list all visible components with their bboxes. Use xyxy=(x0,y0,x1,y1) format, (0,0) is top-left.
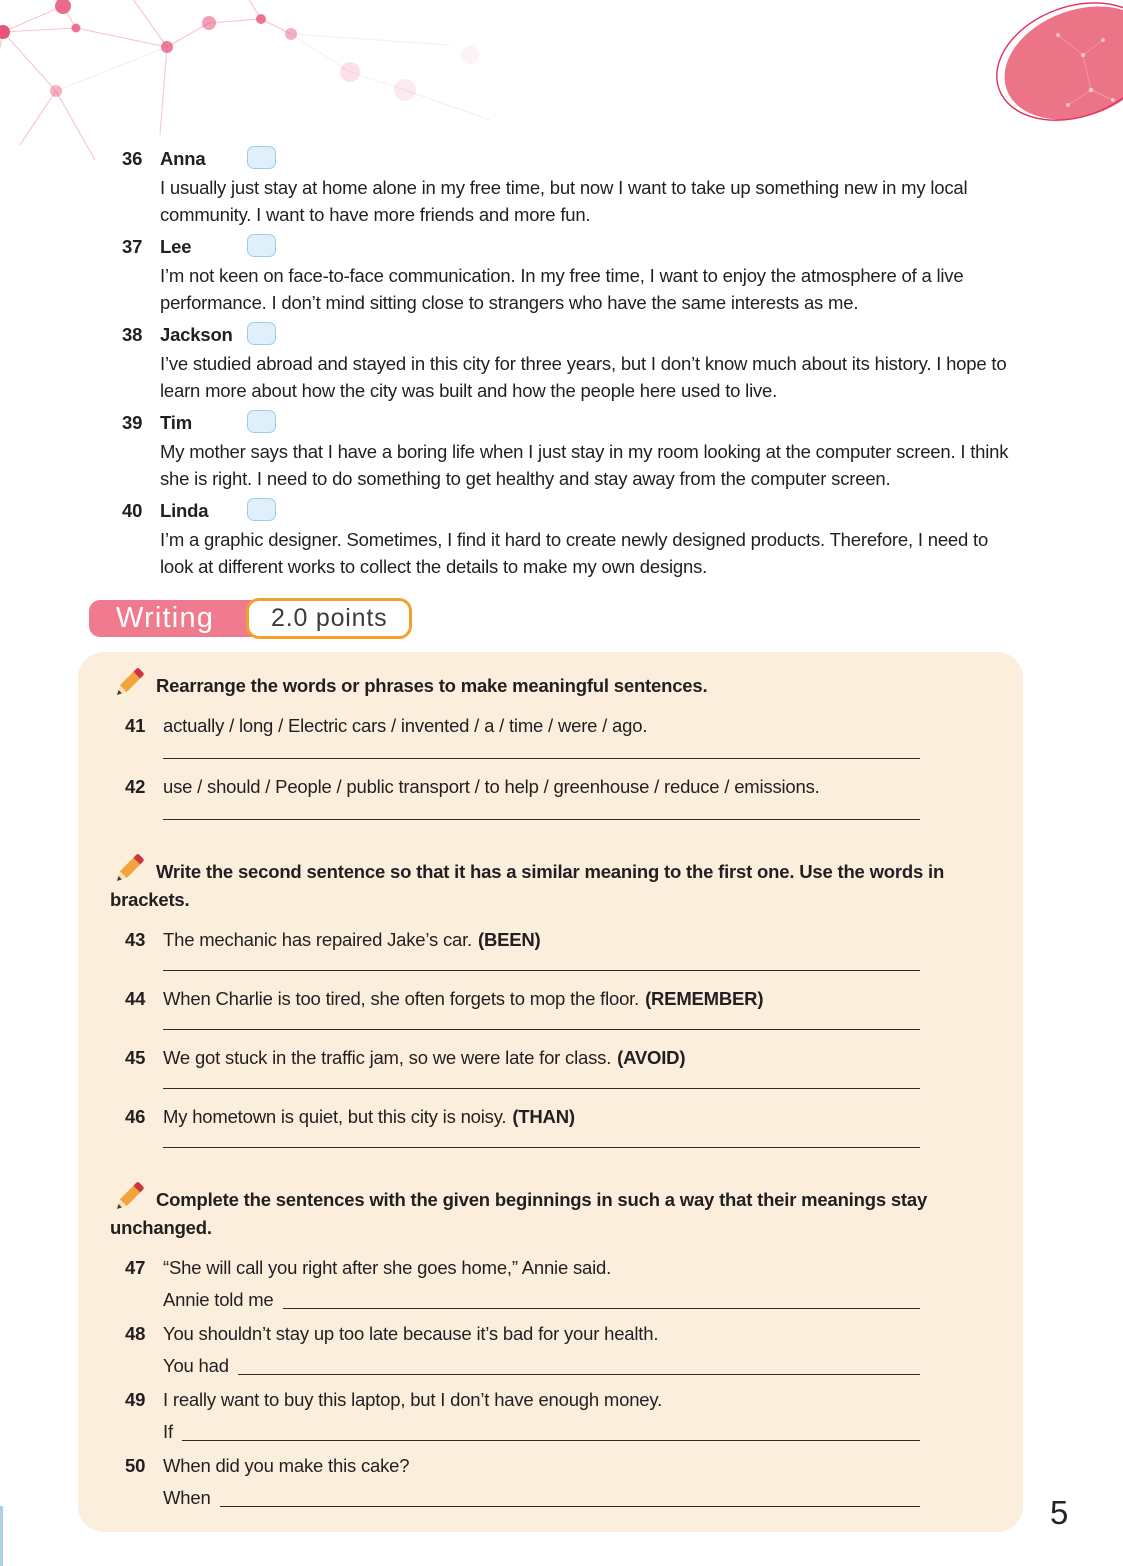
sentence-beginning: Annie told me xyxy=(163,1289,274,1310)
answer-line[interactable] xyxy=(163,968,920,971)
item-text: When Charlie is too tired, she often forgets to mop the floor. (REMEMBER) xyxy=(163,988,764,1009)
writing-item xyxy=(125,926,993,954)
item-number: 36 xyxy=(122,148,143,169)
answer-line[interactable] xyxy=(163,1145,920,1148)
item-number: 37 xyxy=(122,236,143,257)
page-edge-line xyxy=(0,1506,3,1566)
answer-line[interactable] xyxy=(283,1286,920,1309)
item-number: 44 xyxy=(125,988,146,1009)
answer-line[interactable] xyxy=(163,817,920,820)
answer-box[interactable] xyxy=(247,498,276,521)
item-number: 40 xyxy=(122,500,143,521)
item-number: 42 xyxy=(125,776,146,797)
item-text: The mechanic has repaired Jake’s car. (BEEN) xyxy=(163,929,541,950)
writing-item xyxy=(125,1452,993,1480)
item-text: I really want to buy this laptop, but I don’t have enough money. xyxy=(163,1389,663,1410)
person-statement: I’m a graphic designer. Sometimes, I find it hard to create newly designed products. Therefore, I need to look at different works to collect the details to make my own designs. xyxy=(160,529,989,577)
task-instruction-text: Write the second sentence so that it has a similar meaning to the first one. Use the words in brackets. xyxy=(110,861,945,910)
sentence-beginning-row xyxy=(163,1352,920,1380)
network-decoration xyxy=(0,0,520,165)
answer-line[interactable] xyxy=(182,1418,920,1441)
writing-item xyxy=(125,1320,993,1348)
bracket-keyword: (AVOID) xyxy=(617,1047,686,1068)
person-statement: I’ve studied abroad and stayed in this city for three years, but I don’t know much about its history. I hope to learn more about how the city was built and how the people here used to live. xyxy=(160,353,1007,401)
task-instruction xyxy=(110,858,983,914)
blob-decoration xyxy=(973,0,1123,150)
matching-section xyxy=(122,145,1013,580)
writing-item xyxy=(125,985,993,1013)
bracket-keyword: (BEEN) xyxy=(477,929,541,950)
sentence-beginning: You had xyxy=(163,1355,229,1376)
item-number: 45 xyxy=(125,1047,146,1068)
bracket-keyword: (THAN) xyxy=(512,1106,575,1127)
section-header xyxy=(89,598,1123,638)
page-number: 5 xyxy=(1050,1494,1069,1531)
writing-panel xyxy=(78,652,1023,1532)
pencil-icon xyxy=(111,851,149,897)
bracket-keyword: (REMEMBER) xyxy=(645,988,764,1009)
answer-line[interactable] xyxy=(163,756,920,759)
item-text: actually / long / Electric cars / invented / a / time / were / ago. xyxy=(163,715,648,736)
item-text: When did you make this cake? xyxy=(163,1455,410,1476)
item-number: 43 xyxy=(125,929,146,950)
answer-box[interactable] xyxy=(247,410,276,433)
item-number: 41 xyxy=(125,715,146,736)
writing-item xyxy=(125,1103,993,1131)
person-statement: I usually just stay at home alone in my free time, but now I want to take up something new in my local community. I want to have more friends and more fun. xyxy=(160,177,968,225)
person-name: Linda xyxy=(160,500,209,521)
person-name: Jackson xyxy=(160,324,233,345)
answer-line[interactable] xyxy=(163,1027,920,1030)
item-number: 50 xyxy=(125,1455,146,1476)
item-text: We got stuck in the traffic jam, so we were late for class. (AVOID) xyxy=(163,1047,686,1068)
answer-box[interactable] xyxy=(247,234,276,257)
task-instruction-text: Rearrange the words or phrases to make meaningful sentences. xyxy=(156,675,708,696)
item-text: “She will call you right after she goes home,” Annie said. xyxy=(163,1257,612,1278)
sentence-beginning: If xyxy=(163,1421,173,1442)
person-statement: I’m not keen on face-to-face communication. In my free time, I want to enjoy the atmosphere of a live performance. I don’t mind sitting close to strangers who have the same interests as me. xyxy=(160,265,964,313)
answer-box[interactable] xyxy=(247,146,276,169)
answer-box[interactable] xyxy=(247,322,276,345)
writing-item xyxy=(125,1386,993,1414)
person-name: Lee xyxy=(160,236,192,257)
task-instruction xyxy=(110,1186,983,1242)
writing-item xyxy=(125,1254,993,1282)
writing-item xyxy=(125,712,993,740)
person-name: Anna xyxy=(160,148,206,169)
task-instruction xyxy=(110,672,983,700)
sentence-beginning-row xyxy=(163,1286,920,1314)
sentence-beginning: When xyxy=(163,1487,211,1508)
pencil-icon xyxy=(111,665,149,711)
item-number: 38 xyxy=(122,324,143,345)
item-number: 47 xyxy=(125,1257,146,1278)
item-text: use / should / People / public transport / to help / greenhouse / reduce / emissions. xyxy=(163,776,820,797)
task-instruction-text: Complete the sentences with the given beginnings in such a way that their meanings stay unchanged. xyxy=(110,1189,928,1238)
item-number: 49 xyxy=(125,1389,146,1410)
item-number: 48 xyxy=(125,1323,146,1344)
section-title-tab: Writing xyxy=(89,600,347,637)
matching-item xyxy=(122,497,1013,580)
matching-item xyxy=(122,145,1013,228)
item-number: 46 xyxy=(125,1106,146,1127)
answer-line[interactable] xyxy=(163,1086,920,1089)
writing-item xyxy=(125,1044,993,1072)
sentence-beginning-row xyxy=(163,1418,920,1446)
matching-item xyxy=(122,321,1013,404)
item-text: You shouldn’t stay up too late because it’s bad for your health. xyxy=(163,1323,659,1344)
pencil-icon xyxy=(111,1179,149,1225)
writing-item xyxy=(125,773,993,801)
person-statement: My mother says that I have a boring life when I just stay in my room looking at the computer screen. I think she is right. I need to do something to get healthy and stay away from the computer screen. xyxy=(160,441,1009,489)
answer-line[interactable] xyxy=(238,1352,920,1375)
item-number: 39 xyxy=(122,412,143,433)
sentence-beginning-row xyxy=(163,1484,920,1512)
points-badge: 2.0 points xyxy=(246,598,412,639)
person-name: Tim xyxy=(160,412,192,433)
matching-item xyxy=(122,233,1013,316)
matching-item xyxy=(122,409,1013,492)
answer-line[interactable] xyxy=(220,1484,920,1507)
item-text: My hometown is quiet, but this city is noisy. (THAN) xyxy=(163,1106,575,1127)
